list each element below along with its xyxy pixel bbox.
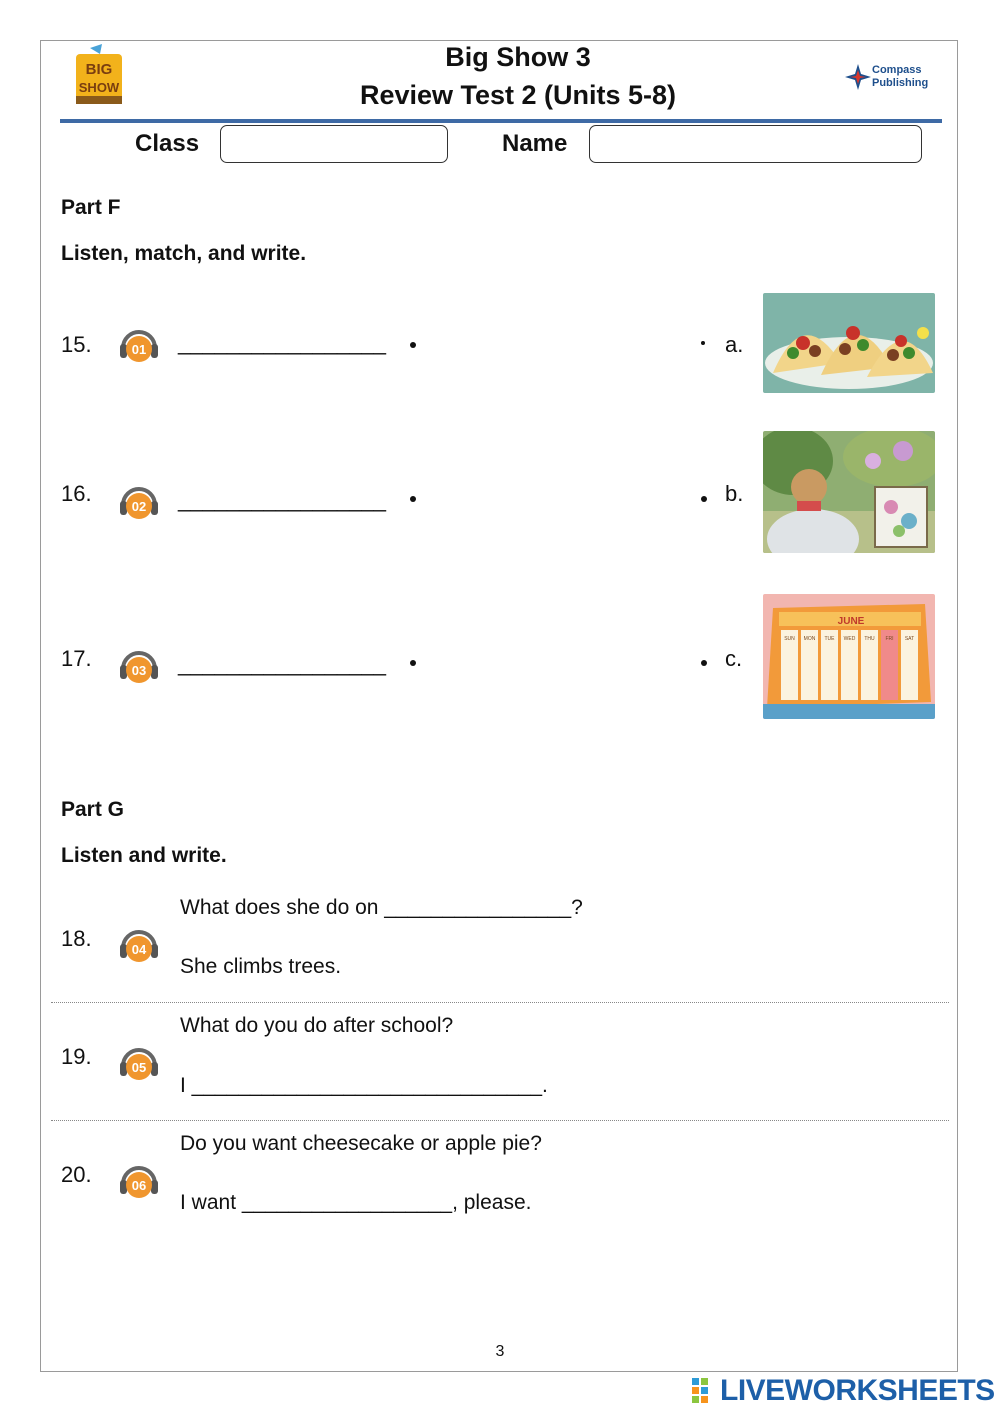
item-number: 20. bbox=[61, 1162, 92, 1187]
track-number: 05 bbox=[131, 1060, 147, 1075]
calendar-image bbox=[763, 594, 935, 719]
option-letter: b. bbox=[725, 481, 744, 506]
row-divider bbox=[51, 1002, 949, 1003]
question-text: Do you want cheesecake or apple pie? bbox=[180, 1132, 542, 1155]
calendar-day-label: SAT bbox=[904, 636, 915, 642]
class-field[interactable] bbox=[220, 125, 448, 163]
worksheet-subtitle: Review Test 2 (Units 5-8) bbox=[359, 80, 677, 110]
item-number: 16. bbox=[61, 481, 92, 506]
painting-outdoors-image bbox=[763, 431, 935, 553]
liveworksheets-grid-icon bbox=[692, 1378, 718, 1404]
svg-text:BIG: BIG bbox=[85, 61, 113, 78]
audio-headset-icon[interactable] bbox=[118, 481, 160, 521]
calendar-day-label: FRI bbox=[885, 636, 894, 642]
item-number: 19. bbox=[61, 1044, 92, 1069]
audio-headset-icon[interactable] bbox=[118, 924, 160, 964]
audio-headset-icon[interactable] bbox=[118, 1042, 160, 1082]
match-dot-left[interactable] bbox=[410, 342, 416, 348]
publisher-name-line2: Publishing bbox=[872, 77, 929, 89]
calendar-day-label: WED bbox=[843, 636, 856, 642]
calendar-month: JUNE bbox=[837, 616, 865, 627]
publisher-name-line1: Compass bbox=[872, 64, 922, 76]
audio-headset-icon[interactable] bbox=[118, 1160, 160, 1200]
row-divider bbox=[51, 1120, 949, 1121]
calendar-day-label: MON bbox=[803, 636, 816, 642]
part-f-heading: Part F bbox=[61, 196, 121, 219]
calendar-day-label: TUE bbox=[824, 636, 835, 642]
svg-text:SHOW: SHOW bbox=[78, 80, 120, 95]
answer-text[interactable]: I want __________________, please. bbox=[180, 1191, 532, 1214]
match-dot-left[interactable] bbox=[410, 496, 416, 502]
answer-text[interactable]: I ______________________________. bbox=[180, 1074, 548, 1097]
tacos-image bbox=[763, 293, 935, 393]
audio-headset-icon[interactable] bbox=[118, 324, 160, 364]
match-dot-left[interactable] bbox=[410, 660, 416, 666]
track-number: 02 bbox=[131, 499, 147, 514]
header-rule bbox=[60, 119, 942, 123]
liveworksheets-logo[interactable] bbox=[692, 1374, 995, 1408]
calendar-day-label: SUN bbox=[784, 636, 795, 642]
answer-blank[interactable]: _________________ bbox=[178, 487, 387, 512]
page-number: 3 bbox=[495, 1343, 505, 1360]
item-number: 15. bbox=[61, 332, 92, 357]
class-label: Class bbox=[135, 130, 200, 157]
compass-star-icon bbox=[844, 62, 872, 92]
item-number: 18. bbox=[61, 926, 92, 951]
option-letter: a. bbox=[725, 332, 744, 357]
part-g-instruction: Listen and write. bbox=[61, 844, 227, 867]
answer-text: She climbs trees. bbox=[180, 955, 342, 978]
liveworksheets-brand: LIVEWORKSHEETS bbox=[720, 1374, 995, 1407]
match-dot-right[interactable] bbox=[701, 496, 707, 502]
part-f-instruction: Listen, match, and write. bbox=[61, 242, 307, 265]
track-number: 01 bbox=[131, 342, 147, 357]
item-number: 17. bbox=[61, 646, 92, 671]
name-field[interactable] bbox=[589, 125, 922, 163]
name-label: Name bbox=[502, 130, 568, 157]
match-dot-right[interactable] bbox=[701, 660, 707, 666]
track-number: 06 bbox=[131, 1178, 147, 1193]
answer-blank[interactable]: _________________ bbox=[178, 330, 387, 355]
calendar-day-label: THU bbox=[864, 636, 875, 642]
audio-headset-icon[interactable] bbox=[118, 645, 160, 685]
track-number: 04 bbox=[131, 942, 147, 957]
match-dot-right[interactable] bbox=[701, 341, 705, 345]
answer-blank[interactable]: _________________ bbox=[178, 651, 387, 676]
part-g-heading: Part G bbox=[61, 798, 125, 821]
track-number: 03 bbox=[131, 663, 147, 678]
question-text: What do you do after school? bbox=[180, 1014, 454, 1037]
question-text[interactable]: What does she do on ________________? bbox=[180, 896, 583, 919]
worksheet-title: Big Show 3 bbox=[445, 42, 591, 72]
option-letter: c. bbox=[725, 646, 743, 671]
compass-publishing-logo bbox=[844, 62, 934, 92]
